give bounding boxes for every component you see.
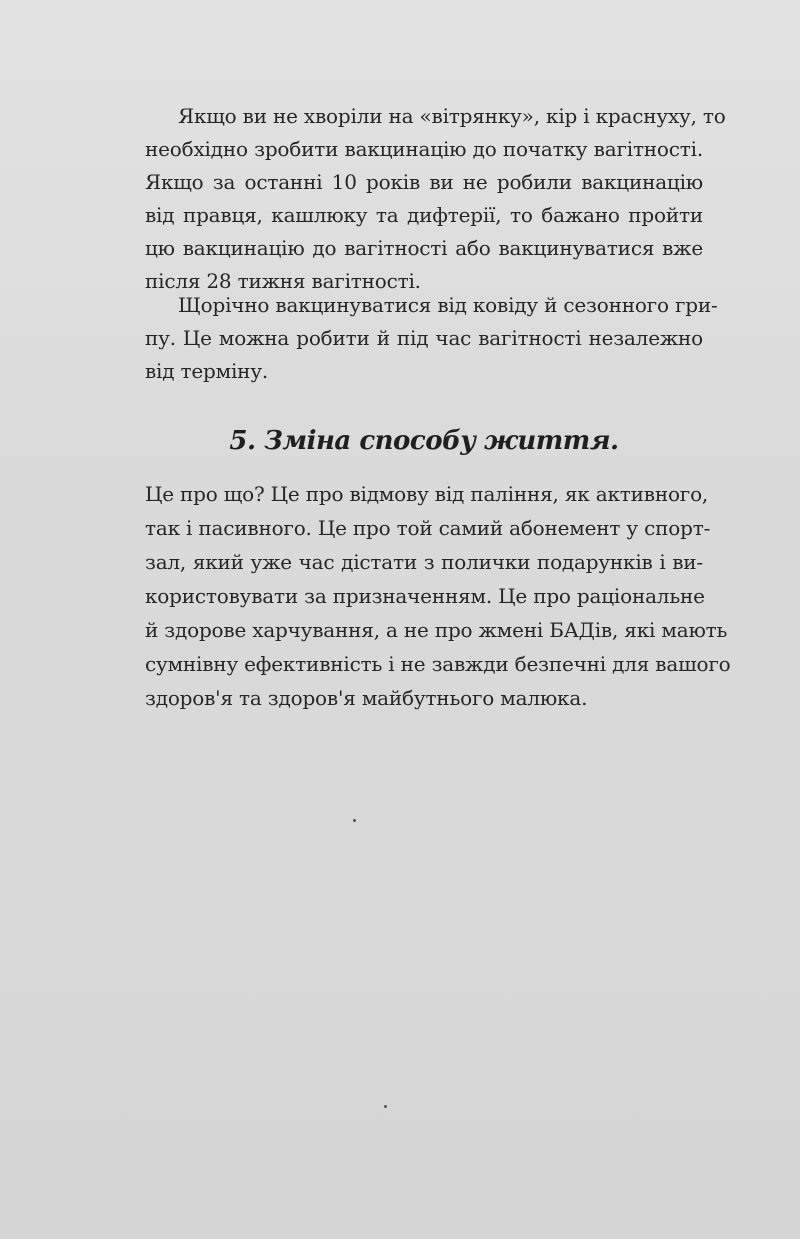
text-line: від терміну. [145,359,269,383]
text-line: необхідно зробити вакцинацію до початку вагітності. [145,137,703,161]
section-heading: 5. Зміна способу життя. [229,426,619,456]
text-line: користовувати за призначенням. Це про раціональне [145,584,705,608]
text-line: від правця, кашлюку та дифтерії, то бажано пройти [145,203,703,227]
text-line: цю вакцинацію до вагітності або вакцинуватися вже [145,236,703,260]
text-line: й здорове харчування, а не про жмені БАДів, які мають [145,618,728,642]
text-line: здоров'я та здоров'я майбутнього малюка. [145,686,588,710]
text-line: Щорічно вакцинуватися від ковіду й сезонного гри- [178,293,718,317]
text-line: пу. Це можна робити й під час вагітності незалежно [145,326,703,350]
text-line: Це про що? Це про відмову від паління, як активного, [145,482,709,506]
text-line: зал, який уже час дістати з полички подарунків і ви- [145,550,703,574]
paper-speck [384,1105,387,1108]
text-line: Якщо за останні 10 років ви не робили вакцинацію [145,170,703,194]
paper-speck [353,819,356,822]
text-line: після 28 тижня вагітності. [145,269,421,293]
text-line: Якщо ви не хворіли на «вітрянку», кір і краснуху, то [178,104,726,128]
text-line: так і пасивного. Це про той самий абонемент у спорт- [145,516,711,540]
text-line: сумнівну ефективність і не завжди безпечні для вашого [145,652,731,676]
